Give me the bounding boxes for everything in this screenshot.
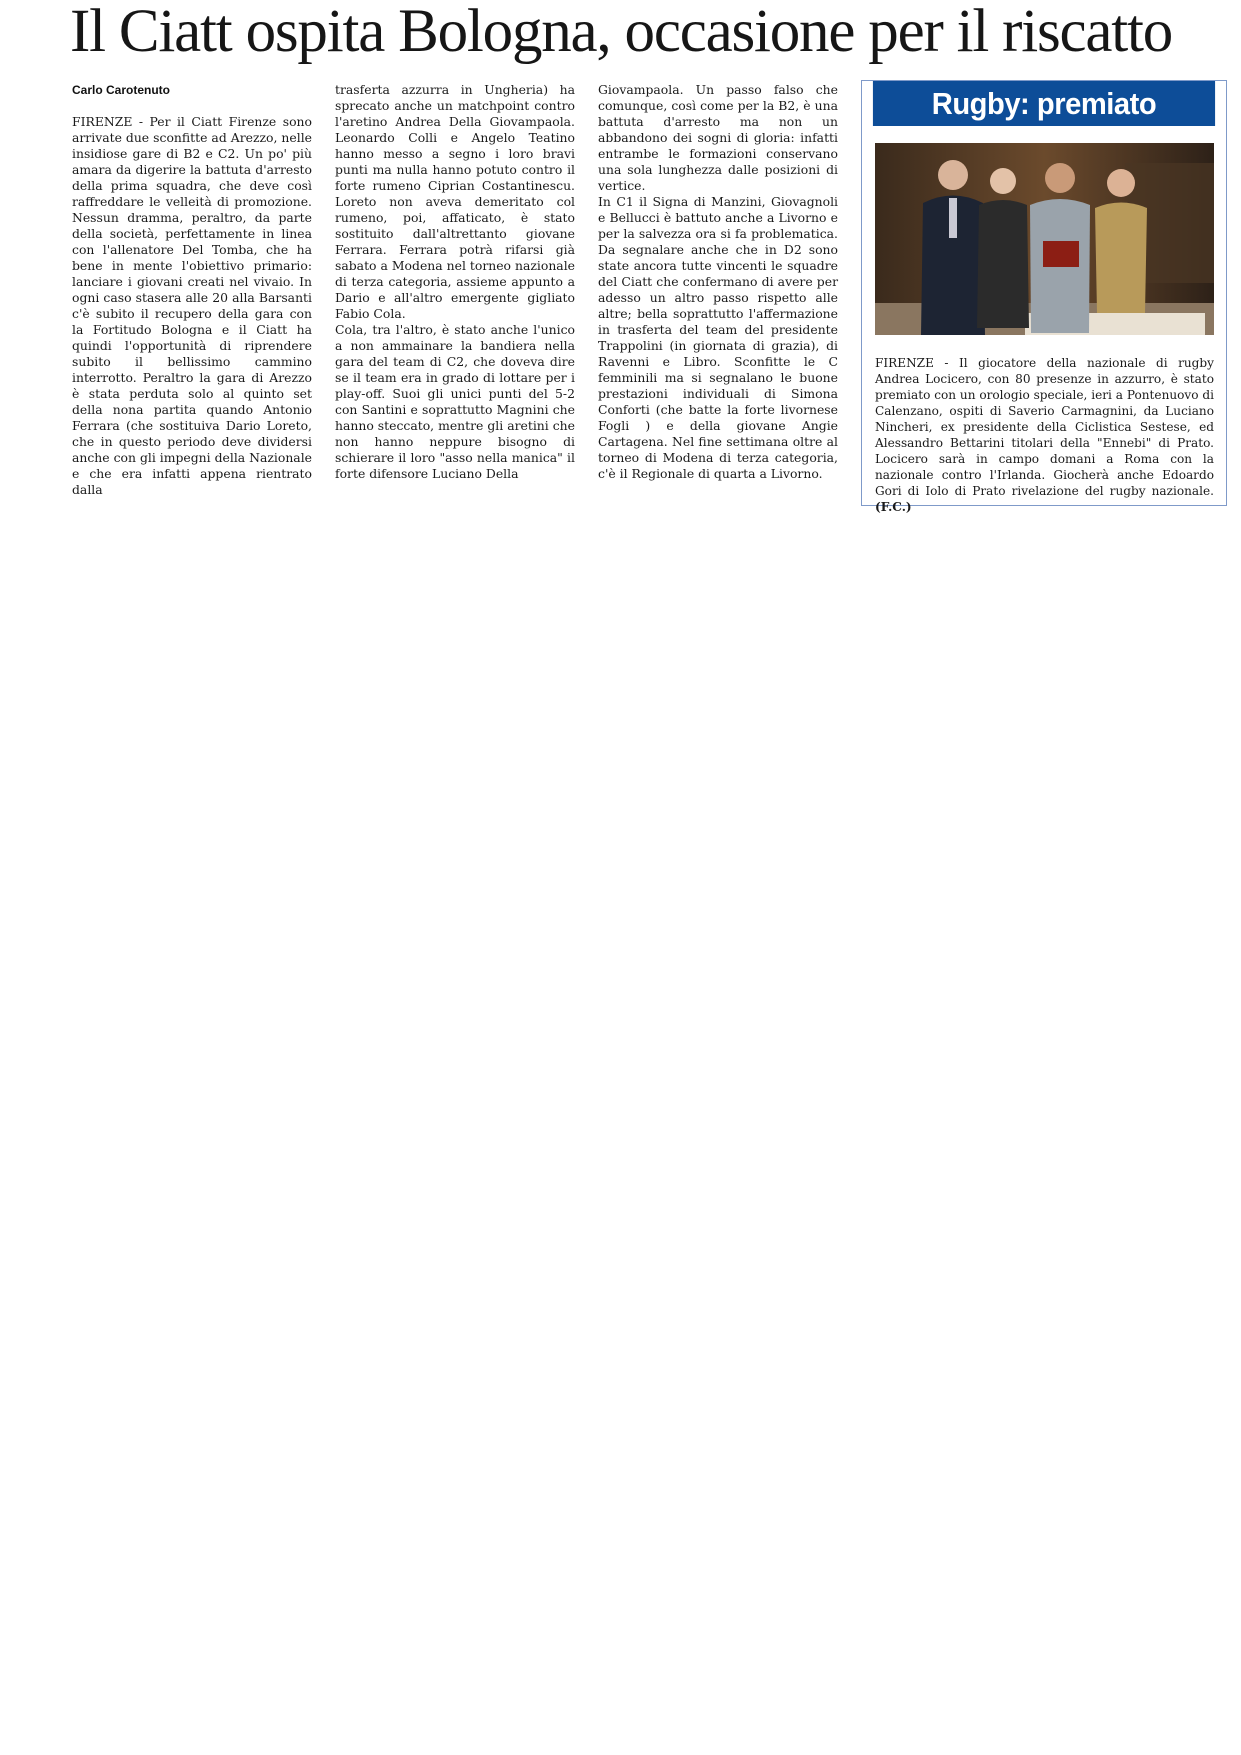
- article-column-3: [598, 82, 838, 482]
- article-column-2: [335, 82, 575, 482]
- byline: Carlo Carotenuto: [72, 83, 171, 97]
- paragraph: Cola, tra l'altro, è stato anche l'unico a non ammainare la bandiera nella gara del team di C2, che doveva dire se il team era in grado di lottare per i play-off. Suoi gli unici punti del 5-2 con Santini e soprattutto Magnini che hanno steccato, mentre gli aretini che non hanno neppure bisogno di schierare il loro "asso nella manica" il forte difensore Luciano Della: [335, 322, 575, 481]
- caption-signature: (F.C.): [875, 500, 912, 514]
- article-column-1: [72, 114, 312, 498]
- paragraph: Giovampaola. Un passo falso che comunque, così come per la B2, è una battuta d'arresto ma non un abbandono dei sogni di gloria: infatti entrambe le formazioni conservano una sola lunghezza dalle posizioni di vertice.: [598, 82, 838, 193]
- caption-text: [875, 355, 1214, 515]
- paragraph: trasferta azzurra in Ungheria) ha sprecato anche un matchpoint contro l'aretino Andrea Della Giovampaola. Leonardo Colli e Angelo Teatino hanno messo a segno i loro bravi punti ma nulla hanno potuto contro il forte rumeno Ciprian Costantinescu. Loreto non aveva demeritato col rumeno, poi, affaticato, è stato sostituito dall'altrettanto giovane Ferrara. Ferrara potrà rifarsi già sabato a Modena nel torneo nazionale di terza categoria, assieme appunto a Dario e all'altro emergente gigliato Fabio Cola.: [335, 82, 575, 321]
- sidebar-title: Rugby: premiato: [873, 81, 1215, 126]
- paragraph: FIRENZE - Per il Ciatt Firenze sono arrivate due sconfitte ad Arezzo, nelle insidiose gare di B2 e C2. Un po' più amara da digerire la battuta d'arresto della prima squadra, che deve così raffreddare le velleità di promozione. Nessun dramma, peraltro, da parte della società, perfettamente in linea con l'allenatore Del Tomba, che ha bene in mente l'obiettivo primario: lanciare i giovani creati nel vivaio. In ogni caso stasera alle 20 alla Barsanti c'è subito il recupero della gara con la Fortitudo Bologna e il Ciatt ha quindi l'opportunità di riprendere subito il bellissimo cammino interrotto. Peraltro la gara di Arezzo è stata perduta solo al quinto set della nona partita quando Antonio Ferrara (che sostituiva Dario Loreto, che in questo periodo deve dividersi anche con gli impegni della Nazionale e che era infatti appena rientrato dalla: [72, 114, 312, 497]
- sidebar-box: [861, 80, 1227, 514]
- paragraph: In C1 il Signa di Manzini, Giovagnoli e Bellucci è battuto anche a Livorno e per la salvezza ora si fa problematica. Da segnalare anche che in D2 sono state ancora tutte vincenti le squadre del Ciatt che confermano di avere per adesso un altro passo rispetto alle altre; bella soprattutto l'affermazione in trasferta del team del presidente Trappolini (in giornata di grazia), di Ravenni e Libro. Sconfitte le C femminili ma si segnalano le buone prestazioni individuali di Simona Conforti (che batte la forte livornese Fogli ) e della giovane Angie Cartagena. Nel fine settimana oltre al torneo di Modena di terza categoria, c'è il Regionale di quarta a Livorno.: [598, 194, 838, 481]
- caption-body: FIRENZE - Il giocatore della nazionale di rugby Andrea Locicero, con 80 presenze in azzurro, è stato premiato con un orologio speciale, ieri a Pontenuovo di Calenzano, ospiti di Saverio Carmagnini, da Luciano Nincheri, ex presidente della Ciclistica Sestese, ed Alessandro Bettarini titolari della "Ennebi" di Prato. Locicero sarà in campo domani a Roma con la nazionale contro l'Irlanda. Giocherà anche Edoardo Gori di Iolo di Prato rivelazione del rugby nazionale.: [875, 356, 1214, 498]
- headline: Il Ciatt ospita Bologna, occasione per il riscatto: [70, 0, 1173, 65]
- team-photo: [875, 143, 1214, 335]
- photo-caption: [875, 355, 1214, 515]
